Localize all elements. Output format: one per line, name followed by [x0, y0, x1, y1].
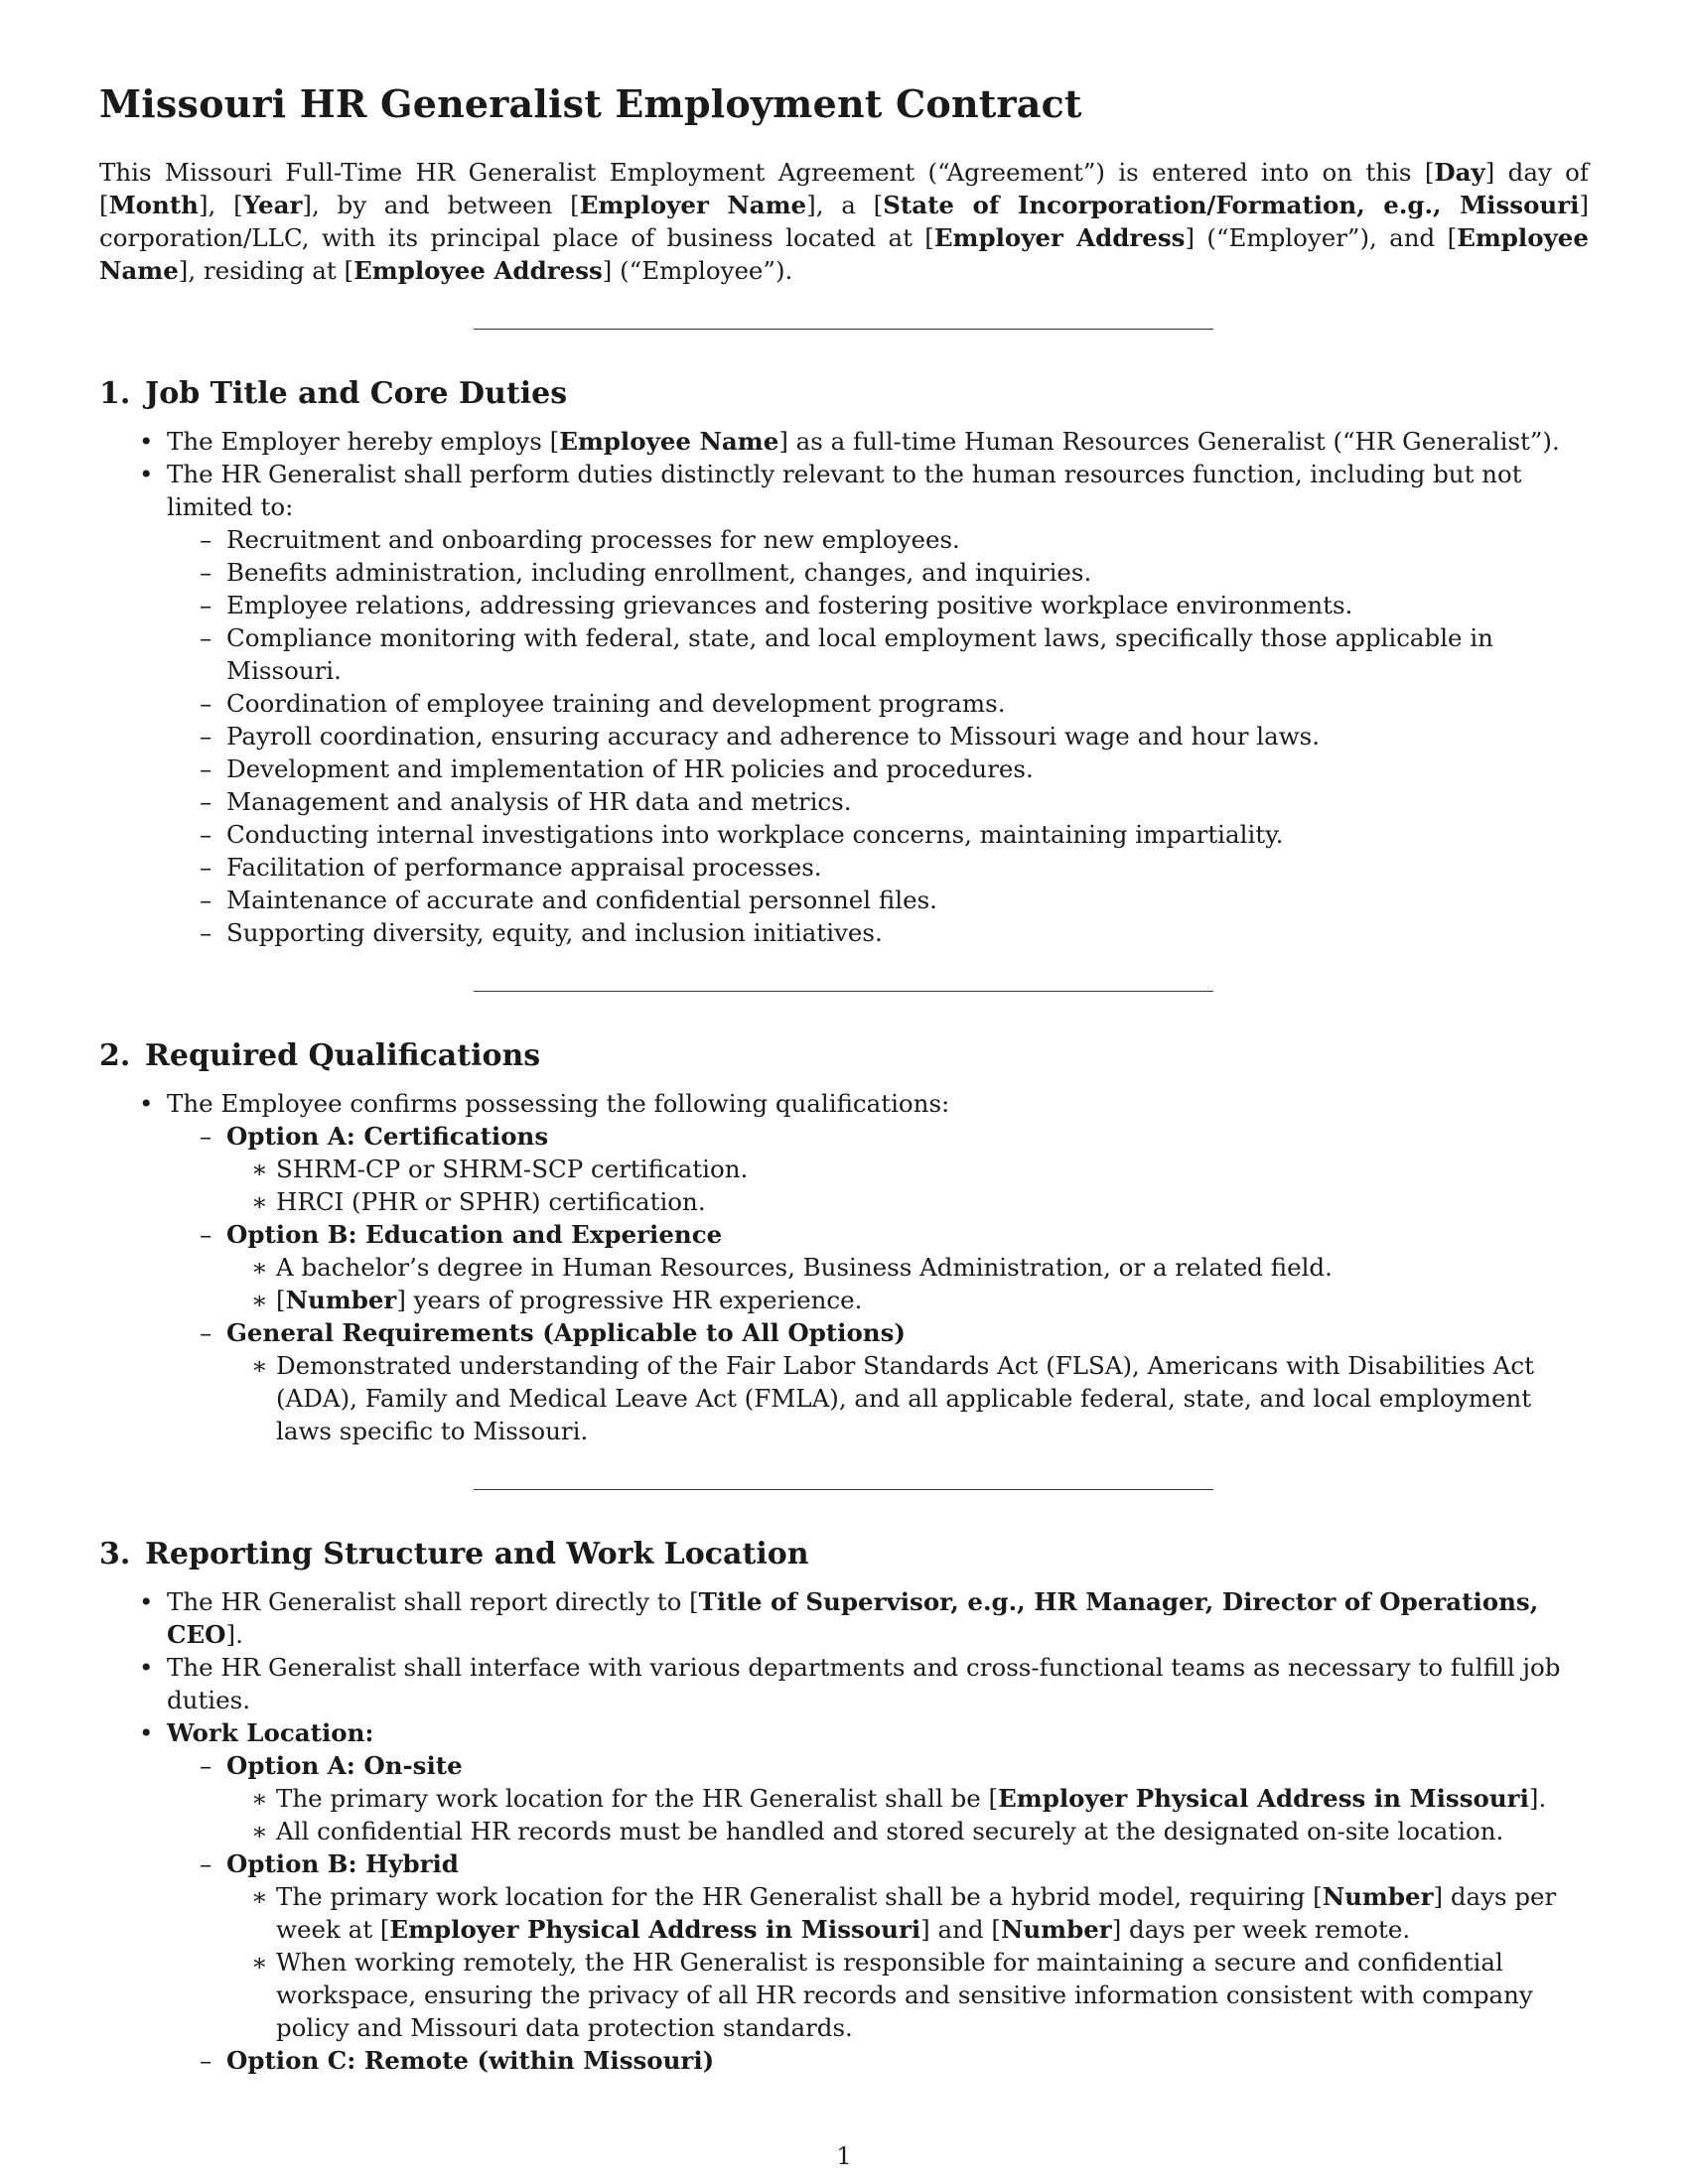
text-run: ] days per week at [ — [276, 1882, 1557, 1944]
list-item — [167, 851, 1589, 884]
text-run: Facilitation of performance appraisal processes. — [226, 853, 822, 882]
text-run: The HR Generalist shall interface with various departments and cross-functional teams as necessary to fulfill job duties. — [167, 1653, 1561, 1714]
text-run: ] years of progressive HR experience. — [396, 1286, 863, 1314]
list-item — [167, 818, 1589, 851]
list-item — [99, 1716, 1589, 2077]
section-divider — [474, 991, 1213, 992]
text-run: ], [ — [198, 191, 243, 219]
text-run: Maintenance of accurate and confidential personnel files. — [226, 886, 937, 914]
list-item — [226, 1185, 1589, 1218]
text-run: ], residing at [ — [178, 256, 354, 285]
text-run: [ — [276, 1286, 286, 1314]
text-run: A bachelor’s degree in Human Resources, Business Administration, or a related field. — [276, 1253, 1333, 1282]
text-run: The Employer hereby employs [ — [167, 427, 560, 456]
list-item — [167, 752, 1589, 785]
list-item — [226, 1815, 1589, 1847]
list-item — [226, 1251, 1589, 1284]
text-run: Employee relations, addressing grievances and fostering positive workplace environments. — [226, 591, 1353, 619]
section-number: 1. — [99, 376, 131, 411]
bold-text: Employee Name — [99, 223, 1589, 285]
section-number: 2. — [99, 1038, 131, 1073]
bold-text: Option B: Hybrid — [226, 1849, 459, 1878]
bold-text: Work Location: — [167, 1718, 374, 1747]
bold-text: Employer Physical Address in Missouri — [998, 1784, 1529, 1813]
bold-text: Title of Supervisor, e.g., HR Manager, Director of Operations, CEO — [167, 1587, 1539, 1649]
text-run: ]. — [1528, 1784, 1547, 1813]
list-level-2 — [167, 523, 1589, 949]
list-item — [167, 1749, 1589, 1847]
list-item — [226, 1284, 1589, 1316]
bold-text: Employer Name — [579, 191, 807, 219]
bold-text: General Requirements (Applicable to All Options) — [226, 1318, 906, 1347]
list-item — [226, 1880, 1589, 1946]
list-level-3 — [226, 1880, 1589, 2044]
list-level-2 — [167, 1749, 1589, 2077]
text-run: Compliance monitoring with federal, state, and local employment laws, specifically those applicable in Missouri. — [226, 623, 1493, 685]
text-run: Recruitment and onboarding processes for new employees. — [226, 525, 960, 554]
list-item — [99, 425, 1589, 458]
list-item — [226, 1349, 1589, 1447]
section-title: Job Title and Core Duties — [145, 376, 568, 411]
text-run: ] days per week remote. — [1111, 1915, 1411, 1944]
text-run: ] (“Employer”), and [ — [1185, 223, 1458, 252]
list-item — [99, 1087, 1589, 1447]
list-item — [167, 916, 1589, 949]
list-level-2 — [167, 1120, 1589, 1447]
section-divider — [474, 329, 1213, 330]
bold-text: Month — [108, 191, 199, 219]
bold-text: Option A: Certifications — [226, 1122, 549, 1151]
text-run: The Employee confirms possessing the following qualifications: — [167, 1089, 950, 1118]
list-item — [226, 1153, 1589, 1185]
text-run: The HR Generalist shall perform duties distinctly relevant to the human resources function, including but not limited to: — [167, 460, 1522, 521]
list-item — [167, 523, 1589, 556]
bold-text: Employer Physical Address in Missouri — [389, 1915, 921, 1944]
list-item — [167, 556, 1589, 589]
bold-text: Number — [1000, 1915, 1112, 1944]
text-run: SHRM-CP or SHRM-SCP certification. — [276, 1155, 749, 1183]
bold-text: Option B: Education and Experience — [226, 1220, 723, 1249]
text-run: HRCI (PHR or SPHR) certification. — [276, 1187, 706, 1216]
text-run: ] corporation/LLC, with its principal place of business located at [ — [99, 191, 1590, 252]
bold-text: Employee Name — [559, 427, 779, 456]
text-run: This Missouri Full-Time HR Generalist Employment Agreement (“Agreement”) is entered into on this [ — [99, 158, 1435, 187]
text-run: Conducting internal investigations into workplace concerns, maintaining impartiality. — [226, 820, 1284, 849]
bold-text: Number — [1322, 1882, 1434, 1911]
bold-text: Employee Address — [353, 256, 603, 285]
text-run: Demonstrated understanding of the Fair Labor Standards Act (FLSA), Americans with Disabilities Act (ADA), Family and Medical Leave Act (FMLA), and all applicable federal, state, and local employment laws specific to Missouri. — [276, 1351, 1534, 1445]
intro-paragraph — [99, 156, 1589, 287]
bold-text: Employer Address — [933, 223, 1186, 252]
page-number: 1 — [836, 2142, 852, 2170]
bold-text: Option C: Remote (within Missouri) — [226, 2046, 715, 2075]
document-page — [99, 81, 1589, 2077]
section-number: 3. — [99, 1537, 131, 1571]
section-heading — [99, 1537, 1589, 1571]
list-item — [99, 1651, 1589, 1716]
text-run: ] (“Employee”). — [602, 256, 793, 285]
list-item — [226, 1782, 1589, 1815]
bold-text: Year — [242, 191, 303, 219]
bold-text: Day — [1434, 158, 1485, 187]
text-run: The primary work location for the HR Generalist shall be a hybrid model, requiring [ — [276, 1882, 1323, 1911]
section-3-list — [99, 1585, 1589, 2077]
text-run: The primary work location for the HR Generalist shall be [ — [276, 1784, 999, 1813]
text-run: Development and implementation of HR policies and procedures. — [226, 754, 1034, 783]
list-item — [167, 621, 1589, 687]
list-level-1 — [99, 1087, 1589, 1447]
bold-text: Option A: On-site — [226, 1751, 463, 1780]
list-level-1 — [99, 425, 1589, 949]
bold-text: State of Incorporation/Formation, e.g., Missouri — [883, 191, 1580, 219]
list-level-1 — [99, 1585, 1589, 2077]
text-run: ] as a full-time Human Resources Generalist (“HR Generalist”). — [778, 427, 1560, 456]
text-run: ], a [ — [806, 191, 884, 219]
text-run: Benefits administration, including enrollment, changes, and inquiries. — [226, 558, 1092, 587]
list-item — [167, 2044, 1589, 2077]
list-item — [167, 785, 1589, 818]
list-level-3 — [226, 1153, 1589, 1218]
text-run: Payroll coordination, ensuring accuracy and adherence to Missouri wage and hour laws. — [226, 722, 1321, 751]
list-item — [167, 589, 1589, 621]
list-item — [167, 1120, 1589, 1218]
bold-text: Number — [285, 1286, 397, 1314]
list-level-3 — [226, 1251, 1589, 1316]
text-run: ], by and between [ — [302, 191, 580, 219]
text-run: ] and [ — [920, 1915, 1001, 1944]
text-run: The HR Generalist shall report directly to [ — [167, 1587, 699, 1616]
document-title: Missouri HR Generalist Employment Contract — [99, 81, 1082, 126]
section-heading — [99, 376, 1589, 411]
list-level-3 — [226, 1349, 1589, 1447]
section-divider — [474, 1489, 1213, 1490]
section-2-list — [99, 1087, 1589, 1447]
list-item — [99, 1585, 1589, 1651]
list-item — [226, 1946, 1589, 2044]
section-heading — [99, 1038, 1589, 1073]
list-level-3 — [226, 1782, 1589, 1847]
text-run: Coordination of employee training and development programs. — [226, 689, 1006, 718]
text-run: All confidential HR records must be handled and stored securely at the designated on-site location. — [276, 1817, 1504, 1845]
section-title: Reporting Structure and Work Location — [145, 1537, 809, 1571]
text-run: Management and analysis of HR data and metrics. — [226, 787, 852, 816]
list-item — [99, 458, 1589, 949]
sections — [99, 329, 1589, 2077]
list-item — [167, 720, 1589, 752]
text-run: ] day of [ — [99, 158, 1589, 219]
text-run: When working remotely, the HR Generalist is responsible for maintaining a secure and confidential workspace, ensuring the privacy of all HR records and sensitive information consistent with company policy and Missouri data protection standards. — [276, 1948, 1533, 2042]
list-item — [167, 884, 1589, 916]
list-item — [167, 1847, 1589, 2044]
list-item — [167, 1218, 1589, 1316]
list-item — [167, 1316, 1589, 1447]
text-run: ]. — [225, 1620, 243, 1649]
list-item — [167, 687, 1589, 720]
text-run: Supporting diversity, equity, and inclusion initiatives. — [226, 918, 883, 947]
section-1-list — [99, 425, 1589, 949]
section-title: Required Qualifications — [145, 1038, 541, 1073]
